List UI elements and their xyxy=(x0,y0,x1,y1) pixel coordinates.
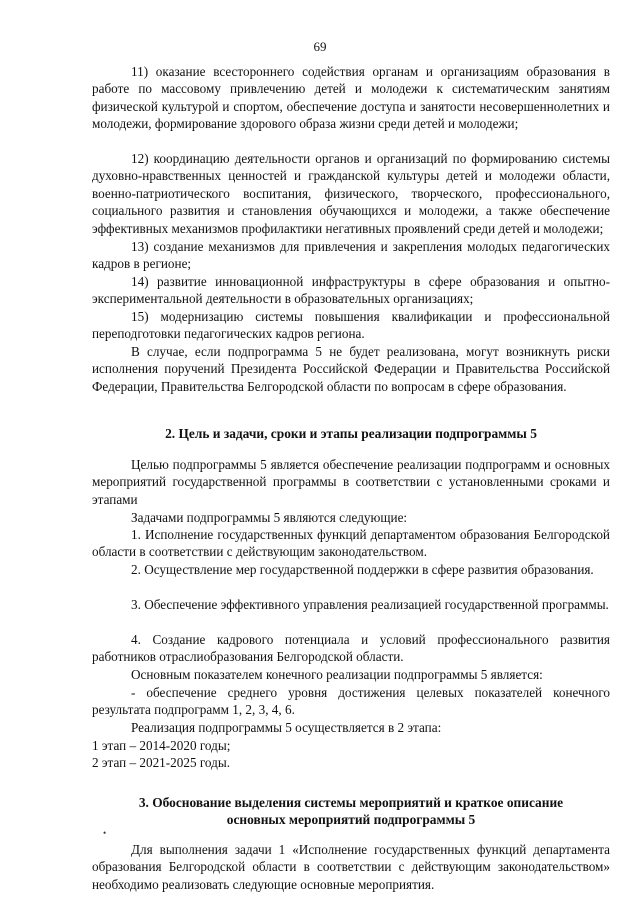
tasks-intro: Задачами подпрограммы 5 являются следующие: xyxy=(131,510,408,525)
task-2: 2. Осуществление мер государственной поддержки в сфере развития образования. xyxy=(131,562,594,577)
section-3-heading-line-1: 3. Обоснование выделения системы мероприятий и краткое описание xyxy=(138,795,564,810)
list-item-14: 14) развитие инновационной инфраструктуры в сфере образования и опытно-экспериментальной деятельности в образовательных организациях; xyxy=(92,274,610,307)
task-3: 3. Обеспечение эффективного управления реализацией государственной программы. xyxy=(131,597,609,612)
indicator-intro: Основным показателем конечного реализации подпрограммы 5 является: xyxy=(131,667,543,682)
indicator-item: - обеспечение среднего уровня достижения целевых показателей конечного результата подпрограмм 1, 2, 3, 4, 6. xyxy=(92,685,610,718)
task-4: 4. Создание кадрового потенциала и условий профессионального развития работников отраслиобразования Белгородской области. xyxy=(92,632,610,665)
stray-dot-mark: • xyxy=(103,828,107,838)
risk-paragraph: В случае, если подпрограмма 5 не будет реализована, могут возникнуть риски исполнения поручений Президента Российской Федерации и Правительства Российской Федерации, Правительства Белгородской области по вопросам в сфере образования. xyxy=(92,344,610,394)
goal-paragraph: Целью подпрограммы 5 является обеспечение реализации подпрограмм и основных мероприятий государственной программы в соответствии с установленными сроками и этапами xyxy=(92,457,610,507)
page-number: 69 xyxy=(313,39,327,54)
stages-intro: Реализация подпрограммы 5 осуществляется в 2 этапа: xyxy=(131,720,442,735)
section-3-heading-line-2: основных мероприятий подпрограммы 5 xyxy=(226,812,476,827)
task-1: 1. Исполнение государственных функций департаментом образования Белгородской области в соответствии с действующим законодательством. xyxy=(92,527,610,560)
list-item-13: 13) создание механизмов для привлечения и закрепления молодых педагогических кадров в регионе; xyxy=(92,239,610,272)
stage-2: 2 этап – 2021-2025 годы. xyxy=(92,755,230,770)
section-2-heading: 2. Цель и задачи, сроки и этапы реализации подпрограммы 5 xyxy=(165,426,537,441)
final-paragraph: Для выполнения задачи 1 «Исполнение государственных функций департамента образования Белгородской области в соответствии с действующим законодательством» необходимо реализовать следующие основные мероприятия. xyxy=(92,842,610,892)
stage-1: 1 этап – 2014-2020 годы; xyxy=(92,738,231,753)
list-item-11: 11) оказание всестороннего содействия органам и организациям образования в работе по массовому привлечению детей и молодежи к систематическим занятиям физической культурой и спортом, обеспечение доступа и занятости несовершеннолетних и молодежи, формирование здорового образа жизни среди детей и молодежи; xyxy=(92,64,610,132)
list-item-12: 12) координацию деятельности органов и организаций по формированию системы духовно-нравственных ценностей и гражданской культуры детей и молодежи области, военно-патриотического воспитания, физического, творческого, профессионального, социального развития и становления обучающихся и молодежи, а также обеспечение эффективных механизмов профилактики негативных проявлений среди детей и молодежи; xyxy=(92,151,610,236)
list-item-15: 15) модернизацию системы повышения квалификации и профессиональной переподготовки педагогических кадров региона. xyxy=(92,309,610,342)
